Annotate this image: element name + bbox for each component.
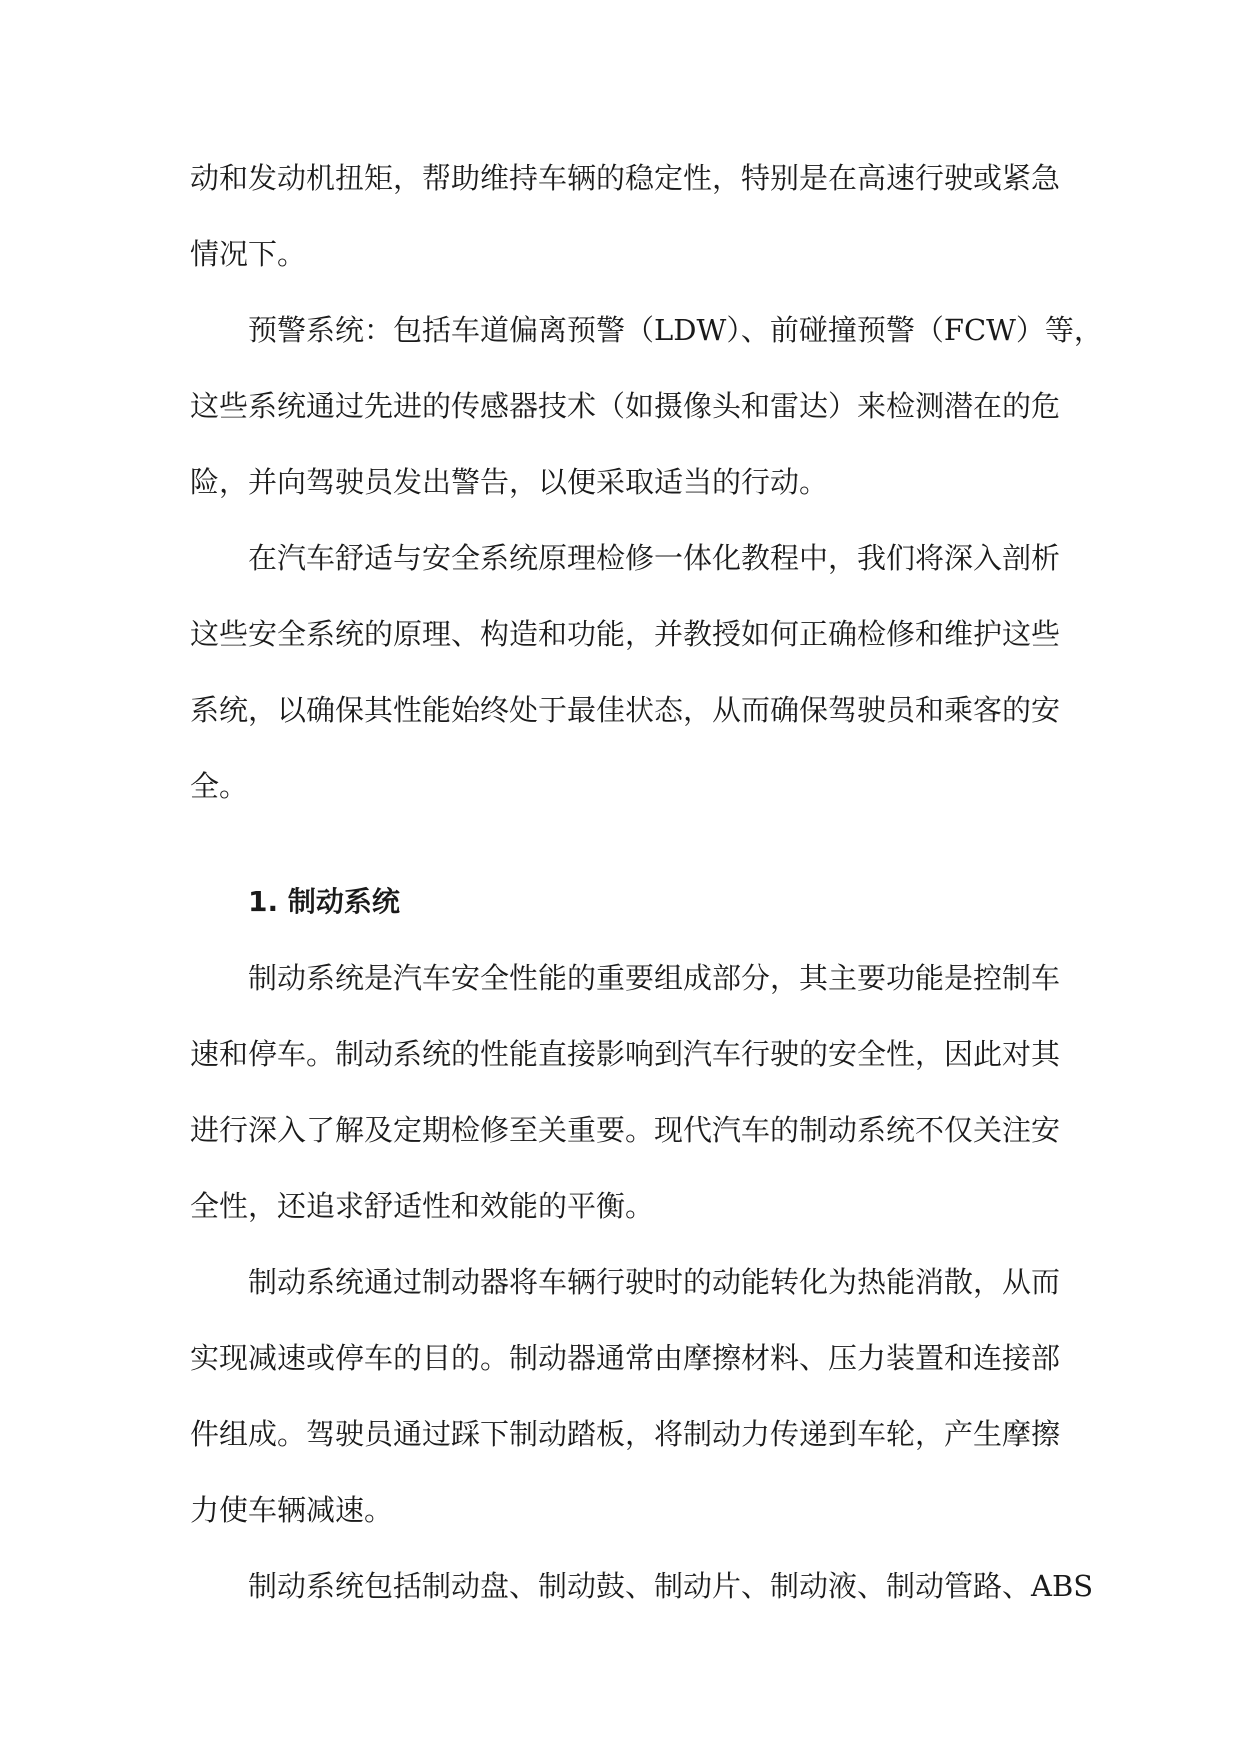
text-line: 情况下。: [190, 237, 307, 271]
text-line: 制动系统包括制动盘、制动鼓、制动片、制动液、制动管路、ABS: [248, 1569, 1094, 1603]
paragraph: [190, 940, 1060, 1244]
section-spacer: [190, 824, 1060, 864]
text-line: 这些系统通过先进的传感器技术（如摄像头和雷达）来检测潜在的危: [190, 389, 1061, 423]
paragraph: [190, 1548, 1094, 1624]
text-line: 进行深入了解及定期检修至关重要。现代汽车的制动系统不仅关注安: [190, 1113, 1061, 1147]
paragraph: [190, 292, 1103, 520]
text-line: 实现减速或停车的目的。制动器通常由摩擦材料、压力装置和连接部: [190, 1341, 1061, 1375]
section-heading: 1. 制动系统: [248, 885, 400, 918]
text-line: 预警系统：包括车道偏离预警（LDW）、前碰撞预警（FCW）等，: [248, 313, 1103, 347]
text-line: 制动系统是汽车安全性能的重要组成部分，其主要功能是控制车: [248, 961, 1061, 995]
paragraph: [190, 1244, 1060, 1548]
text-line: 制动系统通过制动器将车辆行驶时的动能转化为热能消散，从而: [248, 1265, 1061, 1299]
paragraph: [190, 520, 1060, 824]
text-line: 系统，以确保其性能始终处于最佳状态，从而确保驾驶员和乘客的安: [190, 693, 1061, 727]
text-line: 动和发动机扭矩，帮助维持车辆的稳定性，特别是在高速行驶或紧急: [190, 161, 1061, 195]
text-line: 速和停车。制动系统的性能直接影响到汽车行驶的安全性，因此对其: [190, 1037, 1061, 1071]
text-line: 这些安全系统的原理、构造和功能，并教授如何正确检修和维护这些: [190, 617, 1061, 651]
text-line: 全性，还追求舒适性和效能的平衡。: [190, 1189, 655, 1223]
paragraph: [190, 140, 1060, 292]
document-page: [190, 140, 1103, 1624]
text-line: 险，并向驾驶员发出警告，以便采取适当的行动。: [190, 465, 829, 499]
text-line: 全。: [190, 769, 249, 803]
text-line: 在汽车舒适与安全系统原理检修一体化教程中，我们将深入剖析: [248, 541, 1061, 575]
text-line: 力使车辆减速。: [190, 1493, 394, 1527]
text-line: 件组成。驾驶员通过踩下制动踏板，将制动力传递到车轮，产生摩擦: [190, 1417, 1061, 1451]
